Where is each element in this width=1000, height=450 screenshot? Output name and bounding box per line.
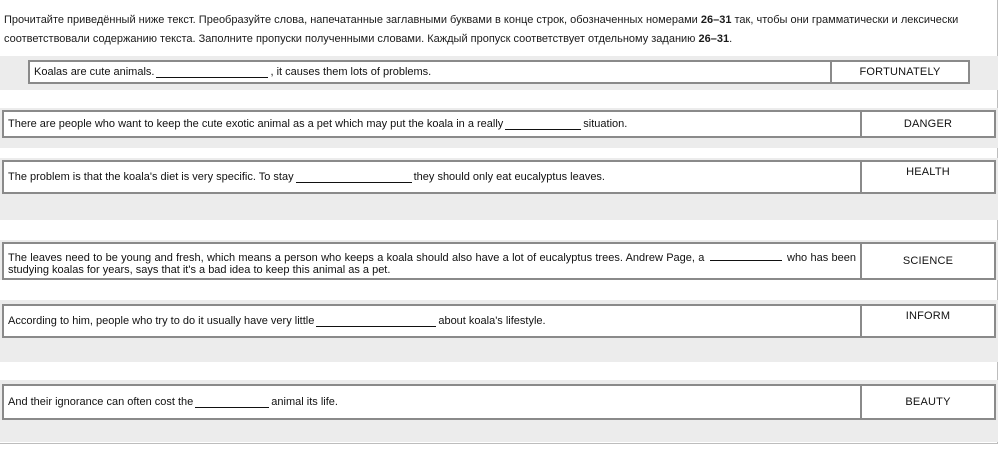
task-text-3 [4, 162, 862, 192]
task-text-4 [4, 244, 862, 278]
task-4-before: The leaves need to be young and fresh, which means a person who keeps a koala should also have a lot of eucalyptus trees. Andrew Page, a [8, 251, 708, 264]
task-row-2 [2, 110, 996, 138]
keyword-6: BEAUTY [905, 396, 951, 408]
keyword-4: SCIENCE [902, 255, 954, 267]
task-row-1 [28, 60, 970, 84]
task-6-before: And their ignorance can often cost the [8, 396, 194, 408]
instructions-part2: так, чтобы они грамматически и лексически соответствовали содержанию текста. Заполните пропуски полученными словами. Каждый пропуск соответствует отдельному заданию [4, 14, 959, 45]
task-4-sentence [8, 247, 856, 276]
instructions-range-1: 26–31 [700, 14, 732, 26]
keyword-3: HEALTH [906, 166, 950, 178]
task-5-after: about koala's lifestyle. [438, 315, 546, 327]
keyword-5: INFORM [905, 310, 951, 322]
answer-blank-5[interactable] [316, 316, 436, 327]
keyword-2: DANGER [903, 118, 953, 130]
task-1-after: , it causes them lots of problems. [270, 66, 432, 78]
instructions-range-2: 26–31 [698, 33, 730, 45]
keyword-1: FORTUNATELY [859, 66, 941, 78]
task-4-after: who has been studying koalas for years, says that it's a bad idea to keep this animal as a pet. [8, 251, 857, 276]
answer-blank-4[interactable] [710, 250, 782, 261]
task-row-5 [2, 304, 996, 338]
task-text-1 [30, 62, 832, 82]
task-5-before: According to him, people who try to do it usually have very little [8, 315, 315, 327]
task-row-6 [2, 384, 996, 420]
answer-blank-3[interactable] [296, 172, 412, 183]
task-6-after: animal its life. [271, 396, 338, 408]
task-2-after: situation. [583, 118, 628, 130]
instructions-part3: . [729, 33, 733, 45]
task-2-before: There are people who want to keep the cute exotic animal as a pet which may put the koala in a really [8, 118, 504, 130]
answer-blank-2[interactable] [505, 119, 581, 130]
instructions-text [4, 11, 996, 49]
answer-blank-6[interactable] [195, 397, 269, 408]
task-text-6 [4, 386, 862, 418]
task-row-4 [2, 242, 996, 280]
task-row-3 [2, 160, 996, 194]
instructions-part1: Прочитайте приведённый ниже текст. Преобразуйте слова, напечатанные заглавными буквами в конце строк, обозначенных номерами [4, 14, 701, 26]
task-3-after: they should only eat eucalyptus leaves. [413, 171, 605, 183]
answer-blank-1[interactable] [156, 67, 268, 78]
task-3-before: The problem is that the koala's diet is very specific. To stay [8, 171, 294, 183]
task-text-5 [4, 306, 862, 336]
task-1-before: Koalas are cute animals. [34, 66, 155, 78]
task-text-2 [4, 112, 862, 136]
